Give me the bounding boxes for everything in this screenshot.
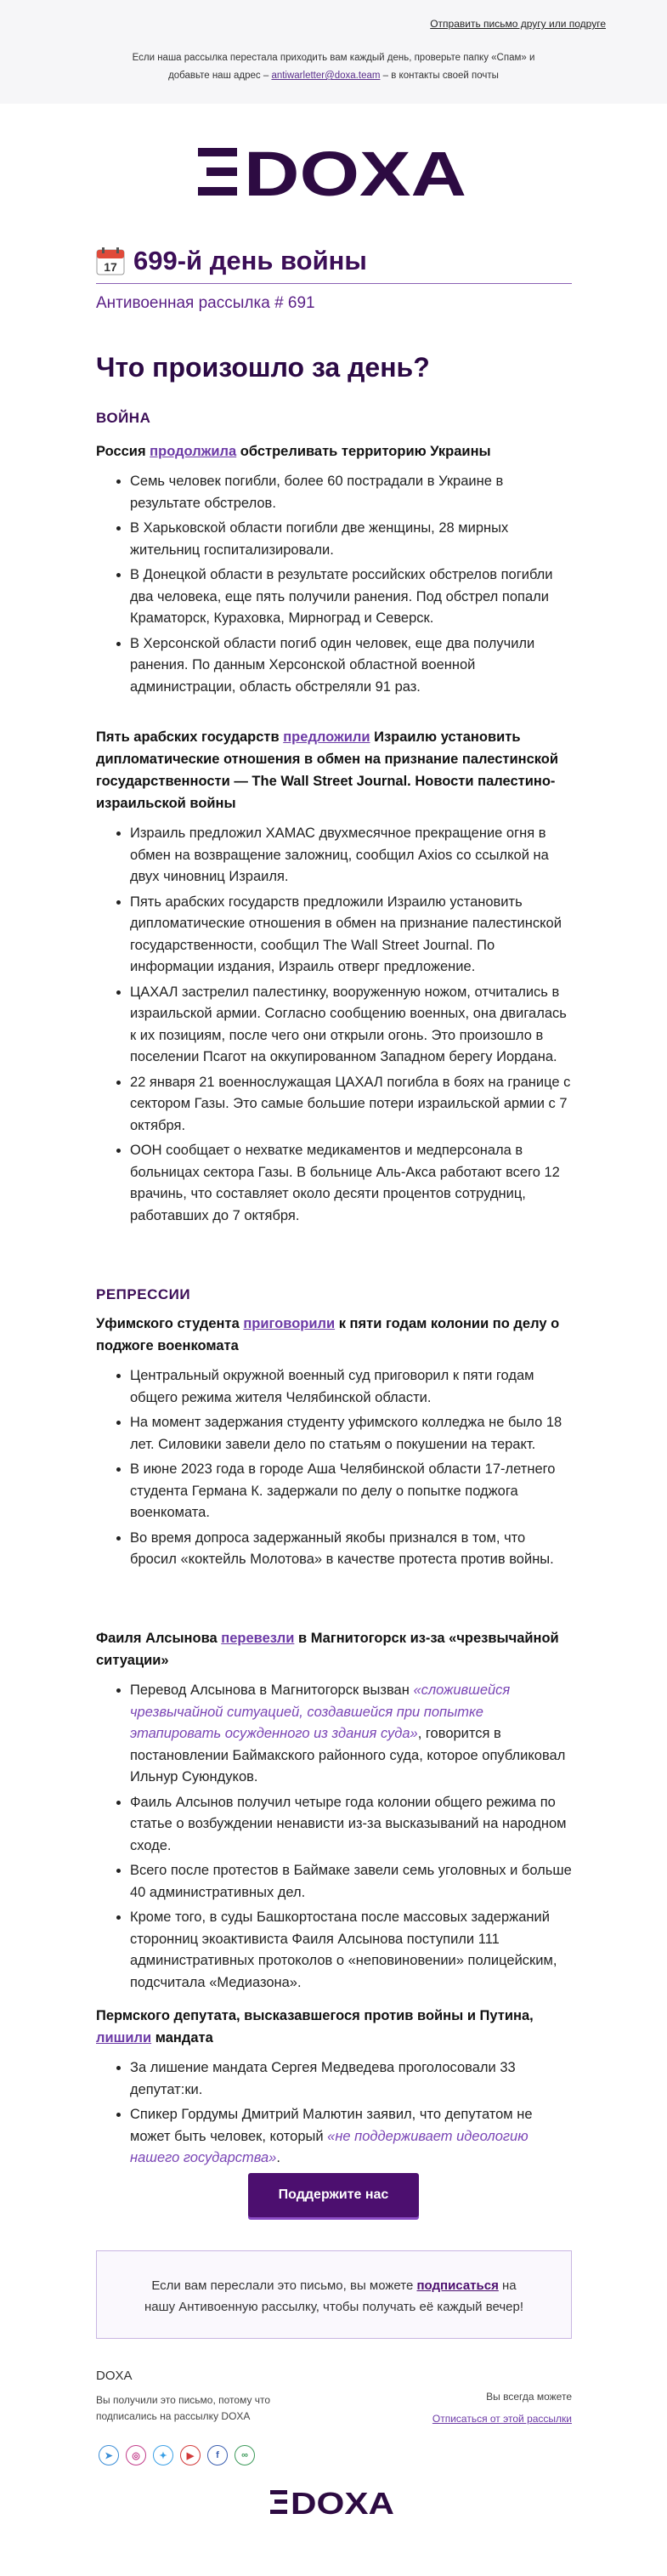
footer-subscription-note: Вы получили это письмо, потому что подписались на рассылку DOXA (96, 2394, 271, 2422)
top-bar (0, 0, 667, 104)
story-alsynov (96, 1627, 572, 1997)
list-item: • Кроме того, в суды Башкортостана после массовых задержаний сторонниц экоактивиста Фаиля Алсынова поступили 111 административных протоколов о «неповиновении» полицейским, подсчитала «Медиазона». (130, 1907, 572, 1994)
svg-text:DOXA: DOXA (291, 2488, 394, 2516)
list-item: • Во время допроса задержанный якобы признался в том, что бросил «коктейль Молотова» в качестве протеста против войны. (130, 1528, 572, 1571)
list-item: • ЦАХАЛ застрелил палестинку, вооруженную ножом, отчитались в израильской армии. Согласно сообщению военных, она двигалась к их позициям, после чего они открыли огонь. Это произошло в поселении Псагот на оккупированном Западном берегу Иордана. (130, 982, 572, 1069)
day-title: 699-й день войны (133, 246, 367, 275)
promo-text: Если вам переслали это письмо, вы можете (151, 2278, 417, 2293)
headline-text: обстреливать территорию Украины (236, 444, 491, 459)
story-list (96, 1680, 572, 1994)
story-headline (96, 440, 572, 462)
spam-text-before: добавьте наш адрес – (168, 71, 269, 81)
story-link[interactable]: лишили (96, 2030, 152, 2045)
facebook-icon[interactable]: f (207, 2445, 228, 2465)
newsletter-email-link[interactable]: antiwarletter@doxa.team (271, 71, 381, 81)
list-item (130, 2104, 572, 2170)
headline-text: Фаиля Алсынова (96, 1631, 222, 1646)
unsubscribe-link[interactable]: Отписаться от этой рассылки (432, 2413, 572, 2425)
promo-line2: нашу Антивоенную рассылку, чтобы получать её каждый вечер! (144, 2300, 524, 2314)
list-item: • Израиль предложил ХАМАС двухмесячное прекращение огня в обмен на возвращение заложниц, сообщил Axios со ссылкой на двух чиновниц Израиля. (130, 823, 572, 888)
headline-text: Россия (96, 444, 150, 459)
footer-always-text: Вы всегда можете (486, 2391, 572, 2403)
newsletter-card (0, 104, 667, 2576)
headline-text: Пермского депутата, высказавшегося против войны и Путина, (96, 2008, 534, 2023)
quote-text: «сложившейся чрезвычайной ситуацией, создавшейся при попытке этапировать осужденного из здания суда» (130, 1682, 511, 1741)
list-item: • В Херсонской области погиб один человек, еще два получили ранения. По данным Херсонской областной военной администрации, область обстреляли 91 раз. (130, 633, 572, 699)
twitter-icon[interactable]: ✦ (153, 2445, 173, 2465)
story-link[interactable]: приговорили (243, 1316, 336, 1331)
headline-text: Уфимского студента (96, 1316, 244, 1331)
story-headline (96, 2005, 572, 2049)
spam-notice-line2 (0, 67, 667, 85)
promo-text: на (498, 2278, 517, 2293)
list-item: • 22 января 21 военнослужащая ЦАХАЛ погибла в боях на границе с сектором Газы. Это самые большие потери израильской армии с 7 октября. (130, 1072, 572, 1138)
list-item: • В Харьковской области погибли две женщины, 28 мирных жительниц госпитализировали. (130, 518, 572, 561)
calendar-icon (96, 247, 125, 275)
story-link[interactable]: предложили (283, 729, 370, 745)
footer-brand: DOXA (96, 2369, 133, 2383)
support-button[interactable]: Поддержите нас (248, 2173, 419, 2217)
headline-text: Израилю установить дипломатические отношения в обмен на признание палестинской государственности — The Wall Street Journal. Новости палестино-израильской войны (96, 729, 559, 811)
svg-text:17: 17 (104, 260, 117, 274)
list-item: • В июне 2023 года в городе Аша Челябинской области 17-летнего студента Германа К. задержали по делу о попытке поджога военкомата. (130, 1459, 572, 1524)
spam-text-after: – в контакты своей почты (382, 71, 499, 81)
story-list (96, 1365, 572, 1571)
story-shelling (96, 440, 572, 701)
instagram-icon[interactable]: ◎ (126, 2445, 146, 2465)
main-heading: Что произошло за день? (96, 352, 430, 383)
story-link[interactable]: продолжила (150, 444, 237, 459)
story-ufa-student (96, 1313, 572, 1575)
headline-text: в Магнитогорск из-за «чрезвычайной ситуации» (96, 1631, 559, 1668)
link-icon[interactable]: ∞ (235, 2445, 255, 2465)
story-link[interactable]: перевезли (221, 1631, 295, 1646)
svg-text:DOXA: DOXA (244, 145, 466, 199)
list-item: • Семь человек погибли, более 60 пострадали в Украине в результате обстрелов. (130, 471, 572, 514)
headline-text: Пять арабских государств (96, 729, 284, 745)
list-item: • ООН сообщает о нехватке медикаментов и медперсонала в больницах сектора Газы. В больнице Аль-Акса работают всего 12 врачинь, что составляет около десяти процентов сотрудниц, работавших до 7 октября. (130, 1140, 572, 1227)
story-headline (96, 1627, 572, 1671)
story-headline (96, 726, 572, 814)
story-arab-states (96, 726, 572, 1230)
headline-text: мандата (151, 2030, 213, 2045)
doxa-logo[interactable] (198, 145, 470, 199)
spam-notice-line1: Если наша рассылка перестала приходить вам каждый день, проверьте папку «Спам» и (132, 53, 535, 63)
subscribe-promo (96, 2250, 572, 2339)
promo-line1 (97, 2275, 571, 2296)
day-header (96, 247, 572, 284)
footer-right (432, 2386, 572, 2430)
issue-subtitle: Антивоенная рассылка # 691 (96, 294, 315, 312)
spam-notice (0, 49, 667, 85)
forward-to-friend-link[interactable]: Отправить письмо другу или подруге (430, 18, 606, 30)
list-item: • Центральный окружной военный суд приговорил к пяти годам общего режима жителя Челябинской области. (130, 1365, 572, 1409)
story-headline (96, 1313, 572, 1357)
section-war: ВОЙНА (96, 410, 151, 426)
list-item: • Фаиль Алсынов получил четыре года колонии общего режима по статье о возбуждении ненависти из-за высказываний на народном сходе. (130, 1792, 572, 1858)
social-links (99, 2445, 255, 2465)
subscribe-link[interactable]: подписаться (416, 2278, 499, 2293)
list-item: • За лишение мандата Сергея Медведева проголосовали 33 депутат:ки. (130, 2057, 572, 2101)
quote-text: «не поддерживает идеологию нашего государства» (130, 2128, 529, 2165)
item-text: Спикер Гордумы Дмитрий Малютин заявил, что депутатом не может быть человек, который (130, 2107, 533, 2144)
list-item: • Пять арабских государств предложили Израилю установить дипломатические отношения в обмен на признание палестинской государственности, сообщил The Wall Street Journal. По информации издания, Израиль отверг предложение. (130, 892, 572, 979)
story-list (96, 471, 572, 698)
list-item: • В Донецкой области в результате российских обстрелов погибли два человека, еще пять получили ранения. Под обстрел попали Краматорск, Кураховка, Мирноград и Северск. (130, 565, 572, 630)
headline-text: к пяти годам колонии по делу о поджоге военкомата (96, 1316, 560, 1353)
doxa-logo-footer[interactable] (270, 2488, 396, 2516)
story-perm-deputy (96, 2005, 572, 2173)
item-text: Перевод Алсынова в Магнитогорск вызван (130, 1682, 414, 1698)
story-list (96, 2057, 572, 2170)
list-item: • На момент задержания студенту уфимского колледжа не было 18 лет. Силовики завели дело по статьям о покушении на теракт. (130, 1412, 572, 1455)
list-item: • Всего после протестов в Баймаке завели семь уголовных и больше 40 административных дел. (130, 1860, 572, 1904)
section-repressions: РЕПРЕССИИ (96, 1286, 191, 1302)
youtube-icon[interactable]: ▶ (180, 2445, 201, 2465)
item-text: , говорится в постановлении Баймакского районного суда, которое опубликовал Ильнур Суюндуков. (130, 1726, 566, 1784)
list-item (130, 1680, 572, 1789)
telegram-icon[interactable]: ➤ (99, 2445, 119, 2465)
item-text: . (276, 2150, 280, 2165)
story-list (96, 823, 572, 1227)
